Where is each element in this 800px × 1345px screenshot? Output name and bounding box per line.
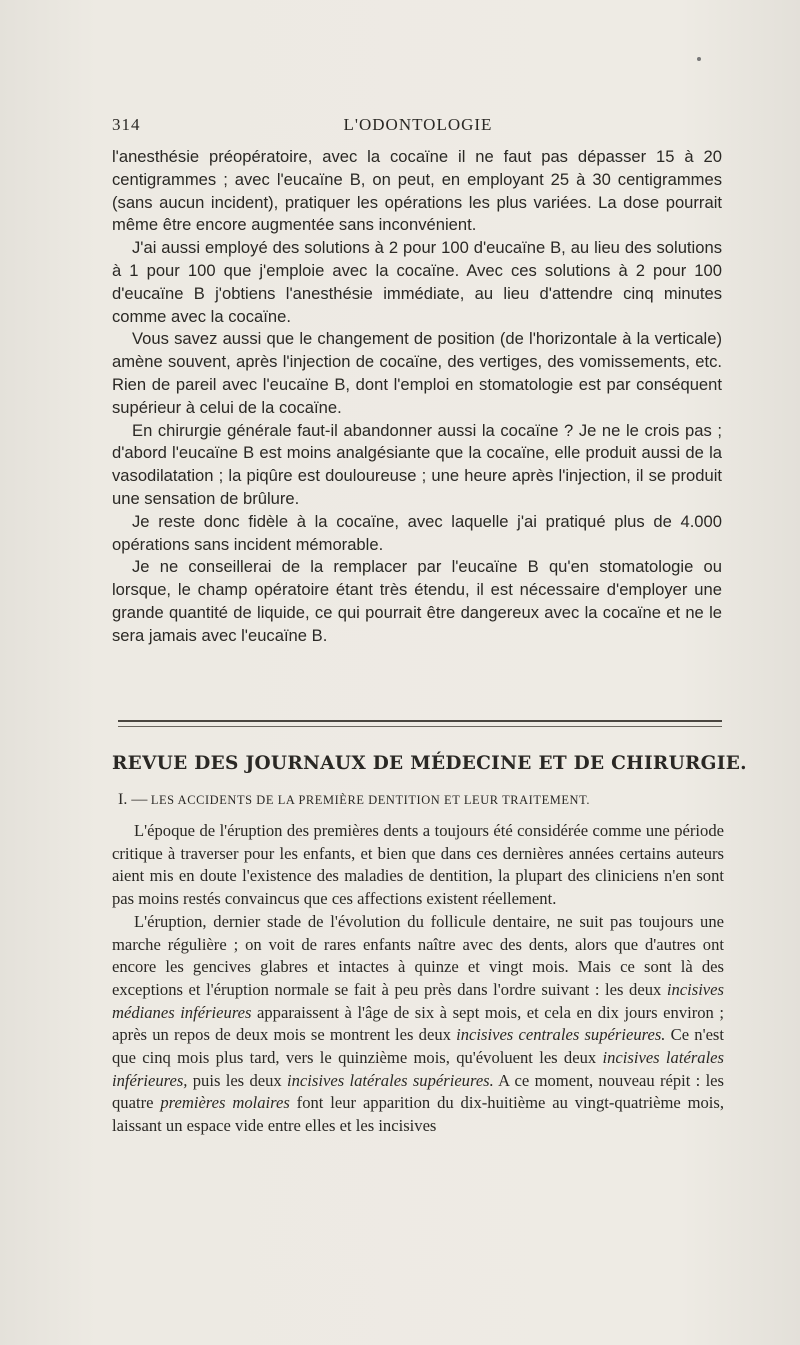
section-divider <box>118 720 722 727</box>
paragraph <box>112 911 724 1138</box>
italic-term: incisives latérales inférieures, <box>112 1048 725 1090</box>
paragraph: J'ai aussi employé des solutions à 2 pour 100 d'eucaïne B, au lieu des solutions à 1 pour 100 que j'emploie avec la cocaïne. Avec ces solutions à 2 pour 100 d'eucaïne B j'obtiens l'anesthésie immédiate, au lieu d'attendre cinq minutes comme avec la cocaïne. <box>112 238 722 326</box>
paragraph: Vous savez aussi que le changement de position (de l'horizontale à la verticale) amène souvent, après l'injection de cocaïne, des vertiges, des vomissements, etc. Rien de pareil avec l'eucaïne B, dont l'emploi en stomatologie est par conséquent supérieur à celui de la cocaïne. <box>112 329 722 417</box>
text-run: A ce moment, nouveau répit : les quatre <box>112 1070 725 1113</box>
article-continuation <box>112 146 722 648</box>
italic-term: incisives latérales supérieures. <box>287 1070 494 1090</box>
running-title: L'ODONTOLOGIE <box>343 115 493 134</box>
subsection-heading: LES ACCIDENTS DE LA PREMIÈRE DENTITION ET LEUR TRAITEMENT. <box>150 793 591 807</box>
section-title: REVUE DES JOURNAUX DE MÉDECINE ET DE CHIRURGIE. <box>112 753 747 774</box>
text-run: L'éruption, dernier stade de l'évolution du follicule dentaire, ne suit pas toujours une marche régulière ; on voit de rares enfants naître avec des dents, alors que d'autres ont encore les gencives glabres et intactes à quinze et vingt mois. Mais ce sont là des exceptions et l'éruption normale se fait à peu près dans l'ordre suivant : les deux <box>112 911 724 999</box>
paragraph: Je reste donc fidèle à la cocaïne, avec laquelle j'ai pratiqué plus de 4.000 opérations sans incident mémorable. <box>112 511 722 554</box>
text-run: puis les deux <box>187 1070 288 1090</box>
page-number: 314 <box>112 115 141 134</box>
journal-review <box>112 820 724 1138</box>
page-header <box>112 115 724 139</box>
paragraph: En chirurgie générale faut-il abandonner aussi la cocaïne ? Je ne le crois pas ; d'abord l'eucaïne B est moins analgésiante que la cocaïne, elle produit aussi de la vasodilatation ; la piqûre est douloureuse ; une heure après l'injection, il se produit une sensation de brûlure. <box>112 420 722 508</box>
paragraph: l'anesthésie préopératoire, avec la cocaïne il ne faut pas dépasser 15 à 20 centigrammes ; avec l'eucaïne B, on peut, en employant 25 à 30 centigrammes (sans aucun incident), pratiquer les opérations les plus variées. La dose pourrait même être encore augmentée sans inconvénient. <box>112 147 722 235</box>
text-run: apparaissent à l'âge de six à sept mois, et cela en dix jours environ ; après un repos de deux mois se montrent les deux <box>112 1002 724 1045</box>
italic-term: incisives centrales supérieures. <box>456 1025 666 1045</box>
subsection-title <box>118 791 722 809</box>
ink-speck <box>697 57 701 61</box>
italic-term: incisives médianes inférieures <box>112 979 724 1022</box>
text-run: Ce n'est que cinq mois plus tard, vers le quinzième mois, qu'évoluent les deux <box>112 1025 724 1068</box>
paragraph: L'époque de l'éruption des premières dents a toujours été considérée comme une période critique à traverser pour les enfants, et bien que dans ces dernières années certains auteurs aient mis en doute l'existence des maladies de dentition, la plupart des cliniciens n'en sont pas moins restés convaincus que ces affections existent réellement. <box>112 821 724 909</box>
paragraph: Je ne conseillerai de la remplacer par l'eucaïne B qu'en stomatologie ou lorsque, le champ opératoire étant très étendu, il est nécessaire d'employer une grande quantité de liquide, ce qui pourrait être dangereux avec la cocaïne et ne le sera jamais avec l'eucaïne B. <box>112 557 722 645</box>
italic-term: premières molaires <box>160 1093 290 1113</box>
text-run: font leur apparition du dix-huitième au vingt-quatrième mois, laissant un espace vide entre elles et les incisives <box>112 1093 725 1136</box>
subsection-number: I. — <box>118 791 148 808</box>
